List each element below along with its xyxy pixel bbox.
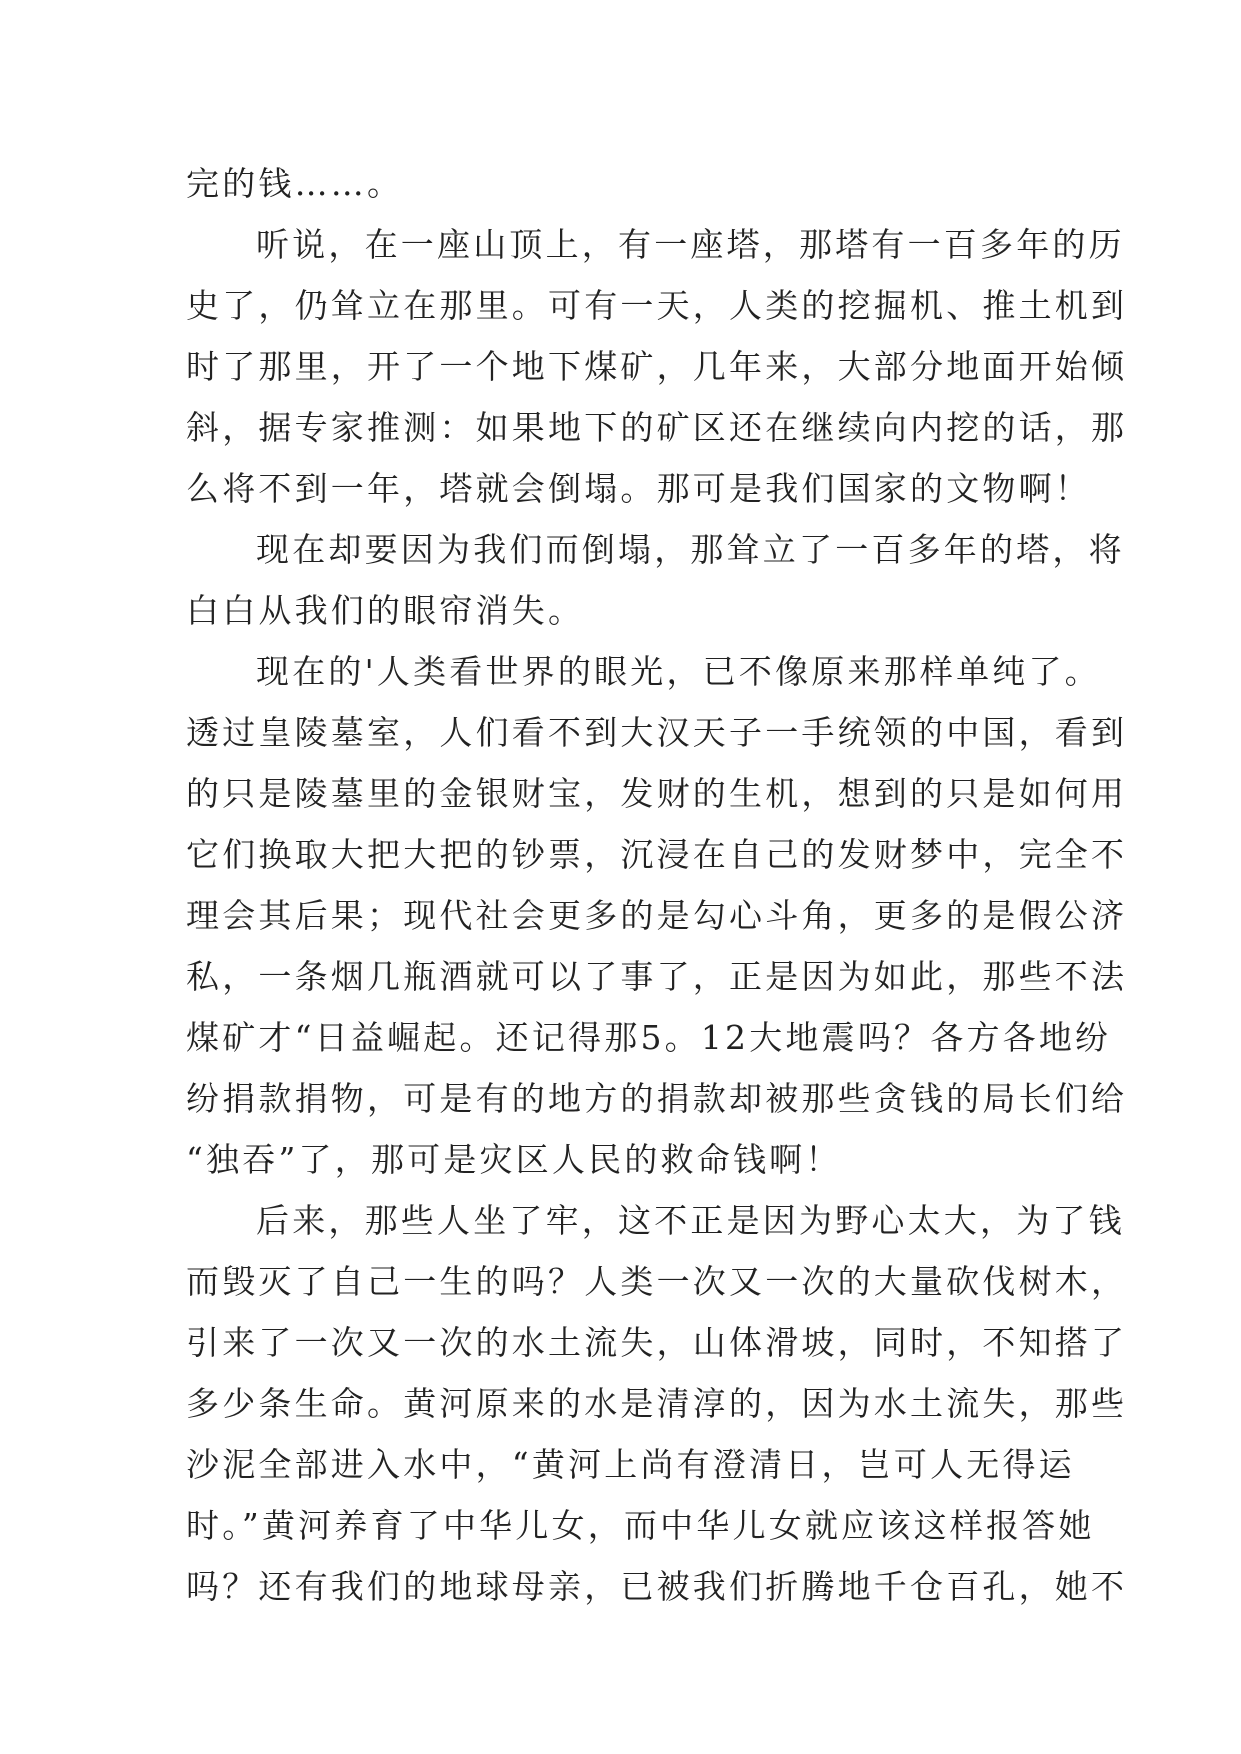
text-line: 多少条生命。黄河原来的水是清淳的，因为水土流失，那些 — [186, 1384, 1128, 1423]
text-line: “独吞”了，那可是灾区人民的救命钱啊！ — [186, 1140, 842, 1179]
text-line: 吗？还有我们的地球母亲，已被我们折腾地千仓百孔，她不 — [186, 1567, 1128, 1606]
paragraph-first-line: 后来，那些人坐了牢，这不正是因为野心太大，为了钱 — [256, 1201, 1125, 1240]
text-line: 白白从我们的眼帘消失。 — [186, 591, 585, 630]
paragraph-first-line: 现在却要因为我们而倒塌，那耸立了一百多年的塔，将 — [256, 530, 1125, 569]
text-line: 么将不到一年，塔就会倒塌。那可是我们国家的文物啊！ — [186, 469, 1091, 508]
text-line: 时。”黄河养育了中华儿女，而中华儿女就应该这样报答她 — [186, 1506, 1095, 1545]
text-line: 引来了一次又一次的水土流失，山体滑坡，同时，不知搭了 — [186, 1323, 1128, 1362]
text-line: 私，一条烟几瓶酒就可以了事了，正是因为如此，那些不法 — [186, 957, 1128, 996]
text-line: 纷捐款捐物，可是有的地方的捐款却被那些贪钱的局长们给 — [186, 1079, 1128, 1118]
document-body — [186, 153, 1128, 1617]
text-line: 而毁灭了自己一生的吗？人类一次又一次的大量砍伐树木， — [186, 1262, 1128, 1301]
paragraph-first-line: 现在的'人类看世界的眼光，已不像原来那样单纯了。 — [256, 652, 1101, 691]
text-line: 煤矿才“日益崛起。还记得那5。12大地震吗？各方各地纷 — [186, 1018, 1112, 1057]
text-line: 它们换取大把大把的钞票，沉浸在自己的发财梦中，完全不 — [186, 835, 1128, 874]
text-line: 透过皇陵墓室，人们看不到大汉天子一手统领的中国，看到 — [186, 713, 1128, 752]
text-line: 史了，仍耸立在那里。可有一天，人类的挖掘机、推土机到 — [186, 286, 1128, 325]
text-line: 完的钱……。 — [186, 164, 404, 203]
text-line: 斜，据专家推测：如果地下的矿区还在继续向内挖的话，那 — [186, 408, 1128, 447]
text-line: 沙泥全部进入水中，“黄河上尚有澄清日，岂可人无得运 — [186, 1445, 1075, 1484]
text-line: 的只是陵墓里的金银财宝，发财的生机，想到的只是如何用 — [186, 774, 1128, 813]
text-line: 理会其后果；现代社会更多的是勾心斗角，更多的是假公济 — [186, 896, 1128, 935]
text-line: 时了那里，开了一个地下煤矿，几年来，大部分地面开始倾 — [186, 347, 1128, 386]
paragraph-first-line: 听说，在一座山顶上，有一座塔，那塔有一百多年的历 — [256, 225, 1125, 264]
